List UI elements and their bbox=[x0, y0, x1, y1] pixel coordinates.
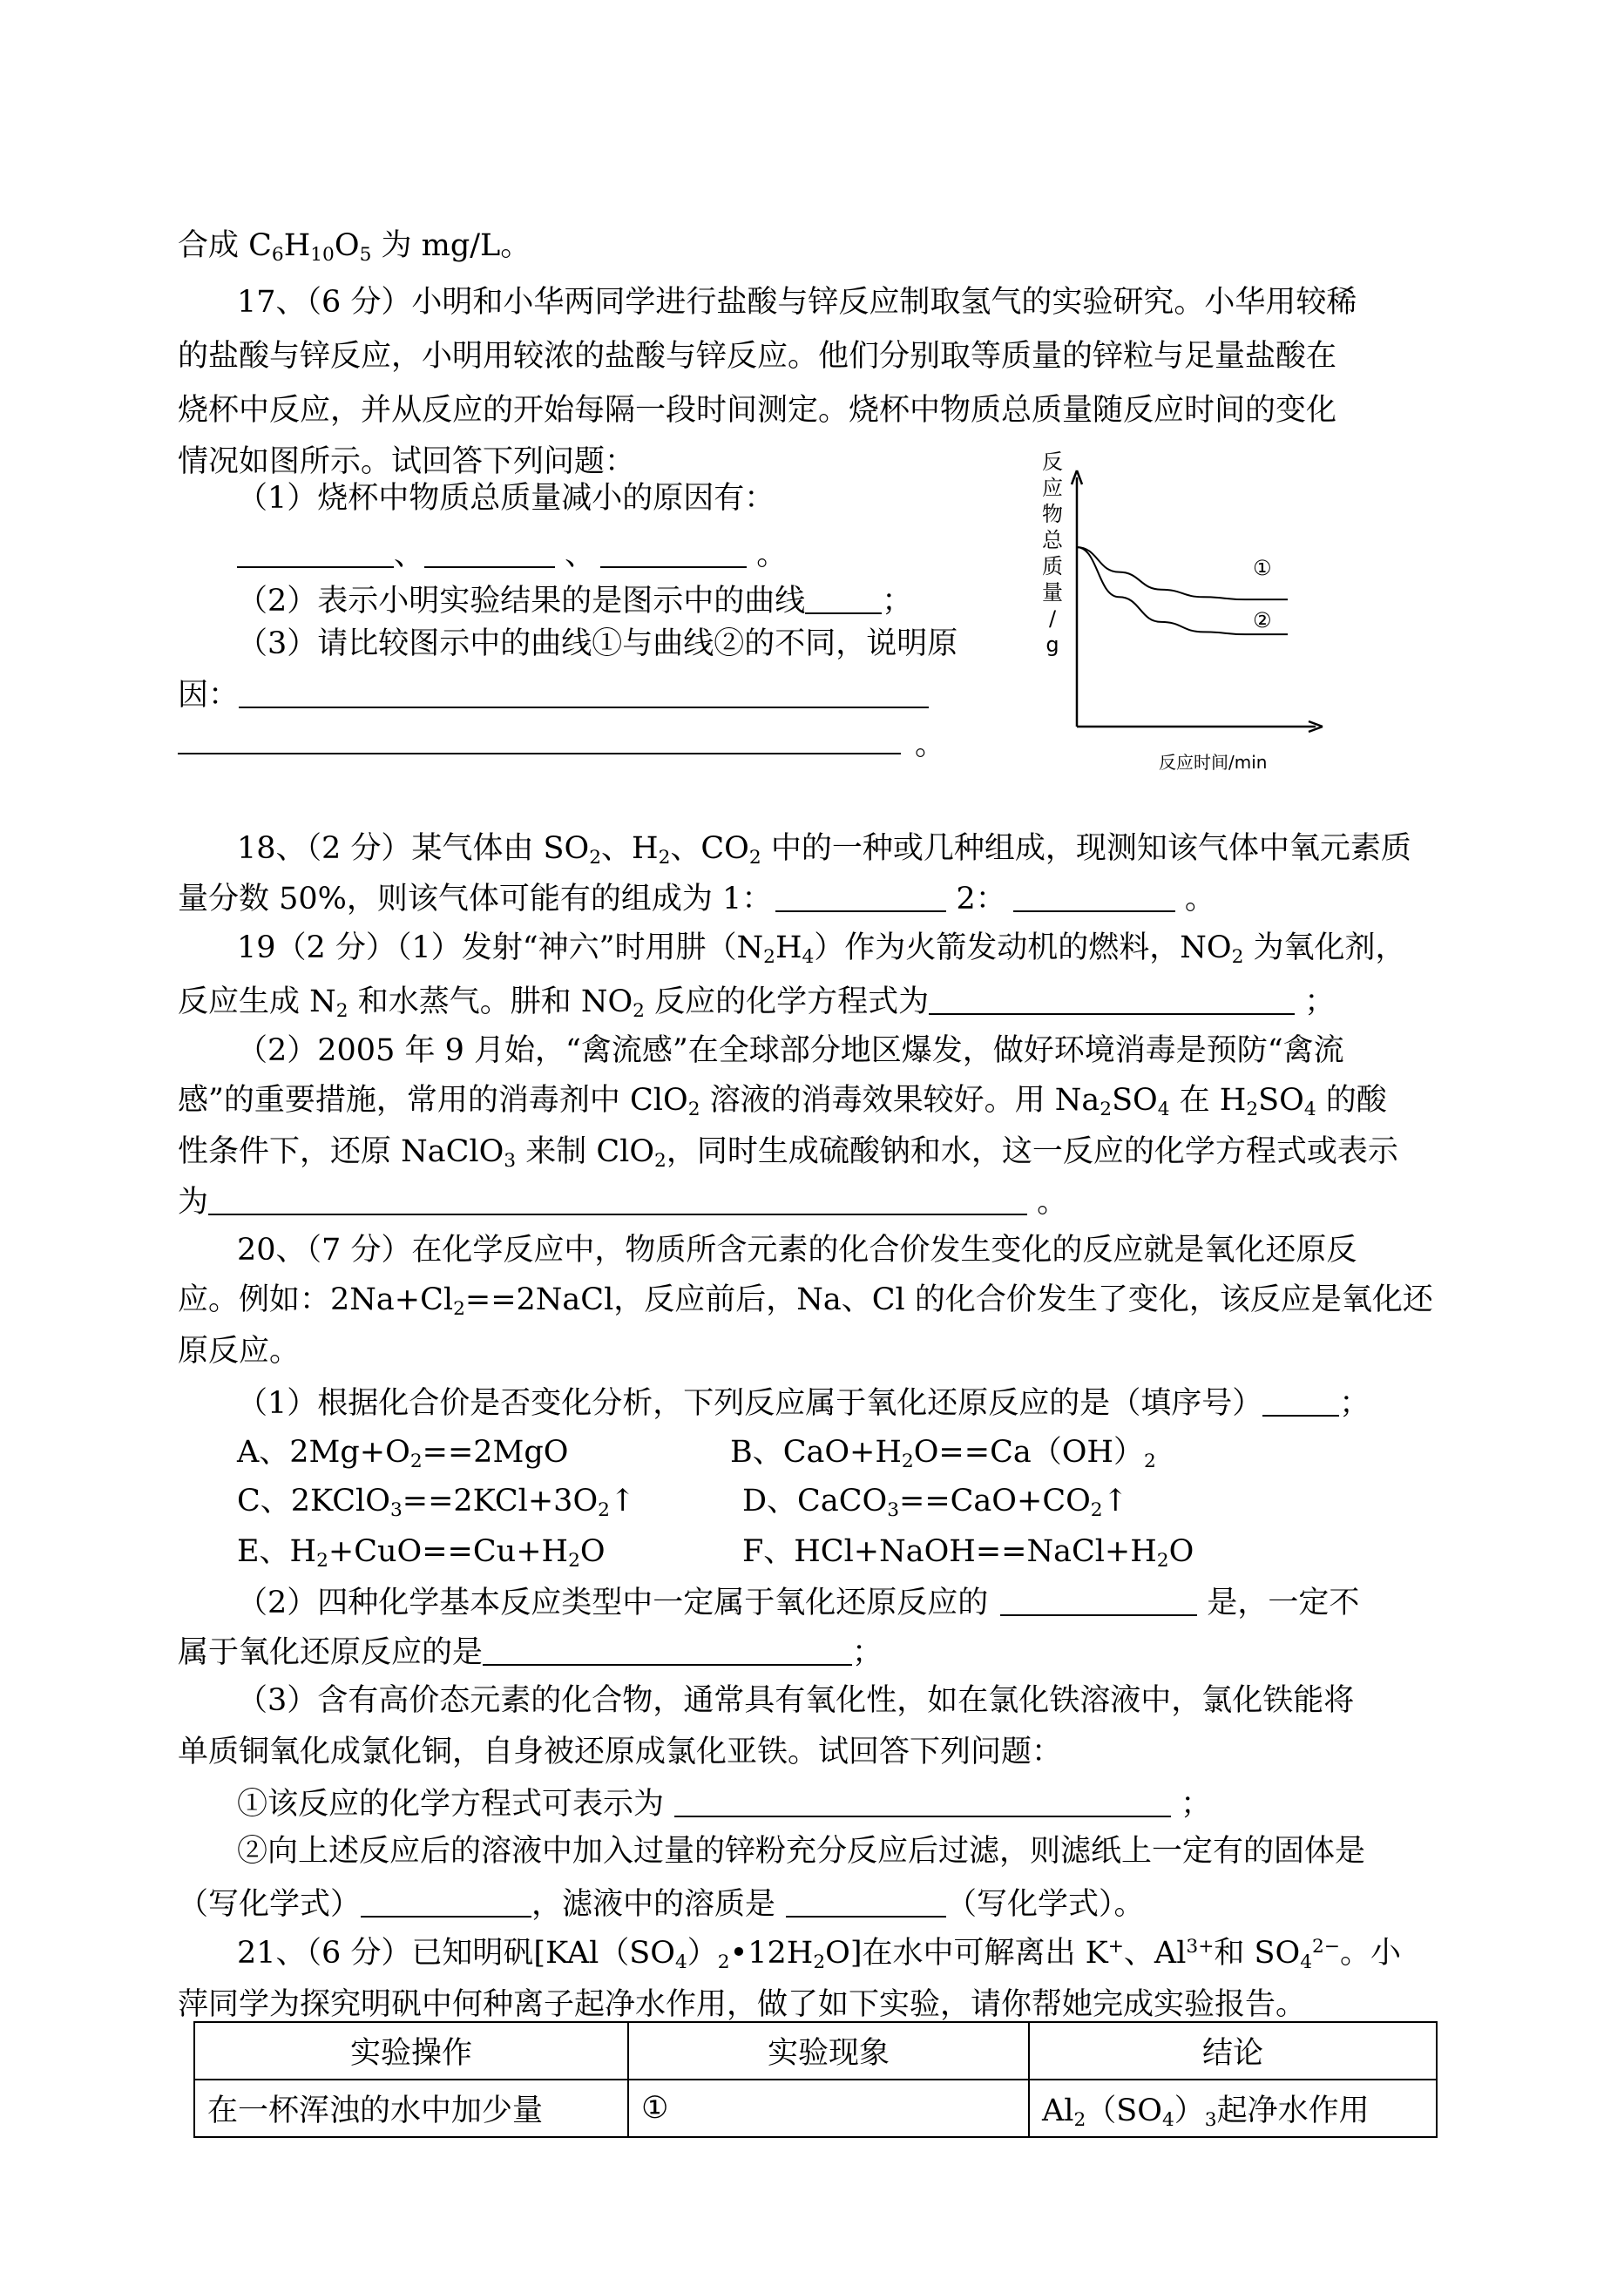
answer-blank[interactable] bbox=[424, 538, 555, 568]
option-b: B、$CaO+H_2O==Ca(OH)_2$ bbox=[730, 1435, 1156, 1473]
answer-blank[interactable] bbox=[929, 984, 1295, 1015]
answer-blank[interactable] bbox=[674, 1787, 1171, 1817]
answer-blank[interactable] bbox=[805, 584, 882, 614]
q20-sub1: （1）根据化合价是否变化分析，下列反应属于氧化还原反应的是（填序号） ； bbox=[237, 1386, 1370, 1422]
table-header-row bbox=[194, 2022, 1437, 2080]
q20-sub3-e: （写化学式） ，滤液中的溶质是 （写化学式）。 bbox=[178, 1887, 1145, 1923]
option-f: F、$HCl+NaOH==NaCl+H_2O$ bbox=[742, 1534, 1194, 1573]
answer-blank[interactable] bbox=[786, 1887, 946, 1918]
answer-blank[interactable] bbox=[1000, 1586, 1197, 1616]
answer-blank[interactable] bbox=[361, 1887, 531, 1918]
q20-sub3: （3）含有高价态元素的化合物，通常具有氧化性，如在氯化铁溶液中，氯化铁能将 bbox=[237, 1683, 1355, 1718]
q21-line-2: 萍同学为探究明矾中何种离子起净水作用，做了如下实验，请你帮她完成实验报告。 bbox=[178, 1987, 1307, 2022]
answer-blank[interactable] bbox=[600, 538, 747, 568]
mass-time-chart bbox=[1028, 451, 1394, 782]
y-axis-label bbox=[1042, 451, 1064, 657]
q19-line-1: 19（2 分）（1）发射“神六”时用肼$(N_2H_4)$作为火箭发动机的燃料，$NO_2$ 为氧化剂， bbox=[237, 930, 1406, 969]
q17-sub2: （2）表示小明实验结果的是图示中的曲线 ； bbox=[237, 584, 913, 619]
series-label-1: ① bbox=[1253, 556, 1272, 580]
experiment-report-table bbox=[193, 2021, 1438, 2138]
option-a: A、$2Mg+O_2==2MgO$ bbox=[237, 1435, 569, 1473]
q17-line-2: 的盐酸与锌反应，小明用较浓的盐酸与锌反应。他们分别取等质量的锌粒与足量盐酸在 bbox=[178, 339, 1337, 374]
cell-conclusion: $Al_2(SO_4)_3$起净水作用 bbox=[1029, 2080, 1437, 2137]
q17-line-3: 烧杯中反应，并从反应的开始每隔一段时间测定。烧杯中物质总质量随反应时间的变化 bbox=[178, 393, 1337, 428]
header-operation: 实验操作 bbox=[194, 2022, 628, 2080]
q18-line-1: 18、（2 分）某气体由 $SO_2$、$H_2$、$CO_2$ 中的一种或几种组成，现测知该气体中氧元素质 bbox=[237, 831, 1411, 869]
x-axis-label: 反应时间/min bbox=[1159, 752, 1268, 773]
q17-line-4: 情况如图所示。试回答下列问题： bbox=[178, 444, 636, 479]
q20-line-2: 应。例如：$2Na+Cl_2==2NaCl$，反应前后，Na、Cl 的化合价发生了变化，该反应是氧化还 bbox=[178, 1282, 1433, 1321]
cell-operation: 在一杯浑浊的水中加少量 bbox=[194, 2080, 628, 2137]
table-row bbox=[194, 2080, 1437, 2137]
q17-sub1-blanks: 、 、 。 bbox=[237, 538, 787, 571]
q20-line-1: 20、（7 分）在化学反应中，物质所含元素的化合价发生变化的反应就是氧化还原反 bbox=[237, 1233, 1357, 1268]
q17-sub3: （3）请比较图示中的曲线①与曲线②的不同，说明原 bbox=[237, 626, 958, 661]
q20-sub2: （2）四种化学基本反应类型中一定属于氧化还原反应的 是，一定不 bbox=[237, 1586, 1360, 1621]
q19-line-4: 感”的重要措施，常用的消毒剂中 ClO$_2$ 溶液的消毒效果较好。用 $Na_2SO_4$ 在 $H_2SO_4$ 的酸 bbox=[178, 1083, 1387, 1121]
q16-tail-line: 合成 $C_6H_{10}O_5$ 为 mg/L。 bbox=[178, 228, 531, 267]
series-label-2: ② bbox=[1253, 608, 1272, 632]
q19-line-3: （2）2005 年 9 月始，“禽流感”在全球部分地区爆发，做好环境消毒是预防“禽流 bbox=[237, 1033, 1344, 1068]
answer-blank[interactable] bbox=[483, 1635, 852, 1666]
q20-sub3-b: 单质铜氧化成氯化铜，自身被还原成氯化亚铁。试回答下列问题： bbox=[178, 1735, 1063, 1769]
header-phenomenon: 实验现象 bbox=[628, 2022, 1029, 2080]
cell-phenomenon[interactable]: ① bbox=[628, 2080, 1029, 2137]
q18-line-2: 量分数 50%，则该气体可能有的组成为 1： 2： 。 bbox=[178, 882, 1215, 917]
q21-line-1: 21、（6 分）已知明矾$[KAl(SO_4)_2•12H_2O]$在水中可解离出 K+、$Al^{3+}$和 $SO_4^{2-}$。小 bbox=[237, 1936, 1401, 1974]
answer-blank[interactable] bbox=[208, 1185, 1027, 1215]
answer-blank[interactable] bbox=[1013, 882, 1175, 912]
q20-sub3-d: ②向上述反应后的溶液中加入过量的锌粉充分反应后过滤，则滤纸上一定有的固体是 bbox=[237, 1834, 1366, 1869]
answer-blank[interactable] bbox=[178, 723, 901, 754]
q17-sub1: （1）烧杯中物质总质量减小的原因有： bbox=[237, 481, 775, 516]
answer-blank[interactable] bbox=[239, 678, 929, 708]
q20-sub2-b: 属于氧化还原反应的是 ； bbox=[178, 1635, 883, 1671]
option-d: D、$CaCO_3==CaO+CO_2↑$ bbox=[742, 1484, 1128, 1522]
svg-text:反应物总质量/g: 反应物总质量/ g bbox=[1042, 451, 1063, 657]
q20-line-3: 原反应。 bbox=[178, 1334, 301, 1369]
q19-line-6: 为 。 bbox=[178, 1185, 1068, 1221]
q17-line-1: 17、（6 分）小明和小华两同学进行盐酸与锌反应制取氢气的实验研究。小华用较稀 bbox=[237, 285, 1357, 320]
answer-blank[interactable] bbox=[237, 538, 394, 568]
q20-sub3-c: ①该反应的化学方程式可表示为 ； bbox=[237, 1787, 1212, 1823]
option-c: C、$2KClO_3==2KCl+3O_2↑$ bbox=[237, 1484, 636, 1522]
answer-blank[interactable] bbox=[1262, 1386, 1339, 1417]
q19-line-2: 反应生成 $N_2$ 和水蒸气。肼和 $NO_2$ 反应的化学方程式为 ； bbox=[178, 984, 1336, 1023]
q17-sub3-b: 因： bbox=[178, 678, 929, 711]
q19-line-5: 性条件下，还原 NaClO$_3$ 来制 ClO$_2$，同时生成硫酸钠和水，这一反应的化学方程式或表示 bbox=[178, 1134, 1398, 1173]
q17-end-mark: 。 bbox=[915, 727, 946, 762]
option-e: E、$H_2+CuO==Cu+H_2O$ bbox=[237, 1534, 606, 1573]
header-conclusion: 结论 bbox=[1029, 2022, 1437, 2080]
answer-blank[interactable] bbox=[775, 882, 946, 912]
